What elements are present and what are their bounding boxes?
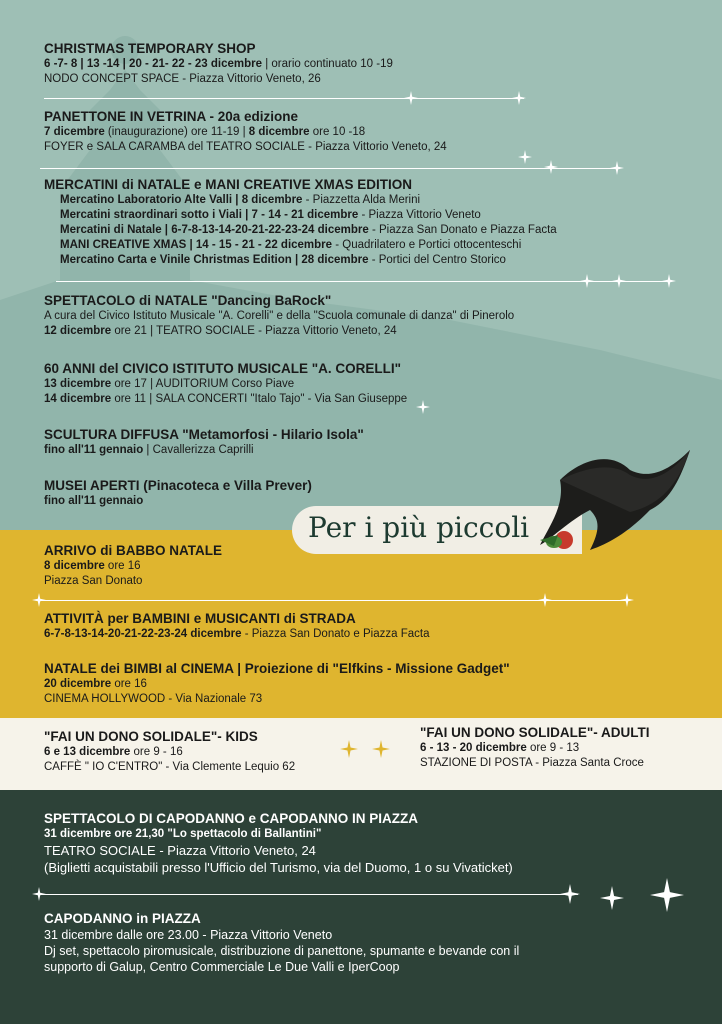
capodanno-section (0, 790, 722, 1024)
event-line: Mercatino Laboratorio Alte Valli | 8 dicembre - Piazzetta Alda Merini (60, 194, 421, 206)
event-title: ATTIVITÀ per BAMBINI e MUSICANTI di STRADA (44, 611, 356, 626)
event-line: MANI CREATIVE XMAS | 14 - 15 - 21 - 22 dicembre - Quadrilatero e Portici ottocenteschi (60, 239, 522, 251)
event-panettone-in-vetrina (44, 108, 702, 155)
event-line: A cura del Civico Istituto Musicale "A. Corelli" e della "Scuola comunale di danza" di Pinerolo (44, 310, 515, 322)
event-dates: 6 -7- 8 | 13 -14 | 20 - 21- 22 - 23 dicembre | orario continuato 10 -19 (44, 58, 393, 70)
divider (44, 98, 524, 99)
event-attivita-bambini (44, 610, 702, 642)
event-title: SCULTURA DIFFUSA "Metamorfosi - Hilario Isola" (44, 427, 364, 442)
event-christmas-temporary-shop (44, 40, 702, 87)
solidale-adults-dates: 6 - 13 - 20 dicembre ore 9 - 13 (420, 742, 580, 754)
event-line: 12 dicembre ore 21 | TEATRO SOCIALE - Piazza Vittorio Veneto, 24 (44, 325, 397, 337)
event-location: NODO CONCEPT SPACE - Piazza Vittorio Veneto, 26 (44, 73, 321, 85)
solidale-section (0, 718, 722, 790)
event-title: MERCATINI di NATALE e MANI CREATIVE XMAS EDITION (44, 177, 413, 192)
event-capodanno-in-piazza (44, 910, 702, 975)
event-title: MUSEI APERTI (Pinacoteca e Villa Prever) (44, 478, 312, 493)
solidale-kids-dates: 6 e 13 dicembre ore 9 - 16 (44, 746, 183, 758)
sparkle-icon (610, 161, 624, 175)
event-dates: 7 dicembre (inaugurazione) ore 11-19 | 8 dicembre ore 10 -18 (44, 126, 366, 138)
event-line: 31 dicembre dalle ore 23.00 - Piazza Vittorio Veneto (44, 928, 333, 942)
event-mercatini-di-natale (44, 176, 702, 268)
solidale-kids-place: CAFFÈ " IO C'ENTRO" - Via Clemente Lequio 62 (44, 761, 296, 773)
event-title: PANETTONE IN VETRINA - 20a edizione (44, 109, 299, 124)
event-title: SPETTACOLO DI CAPODANNO e CAPODANNO IN PIAZZA (44, 811, 419, 826)
event-line: Mercatini di Natale | 6-7-8-13-14-20-21-22-23-24 dicembre - Piazza San Donato e Piazza Facta (60, 224, 557, 236)
event-line: TEATRO SOCIALE - Piazza Vittorio Veneto, 24 (44, 843, 316, 858)
event-line: 14 dicembre ore 11 | SALA CONCERTI "Italo Tajo" - Via San Giuseppe (44, 393, 408, 405)
sparkle-icon (32, 887, 46, 901)
divider (38, 894, 578, 895)
event-line: supporto di Galup, Centro Commerciale Le Due Valli e IperCoop (44, 960, 400, 974)
sparkle-icon (612, 274, 626, 288)
event-line: Mercatino Carta e Vinile Christmas Edition | 28 dicembre - Portici del Centro Storico (60, 254, 506, 266)
solidale-kids-title: "FAI UN DONO SOLIDALE"- KIDS (44, 729, 258, 744)
swallow-bird-icon (520, 440, 710, 560)
sparkle-icon (580, 274, 594, 288)
event-line: 8 dicembre ore 16 (44, 560, 141, 572)
event-line: 6-7-8-13-14-20-21-22-23-24 dicembre - Piazza San Donato e Piazza Facta (44, 628, 430, 640)
event-location: FOYER e SALA CARAMBA del TEATRO SOCIALE - Piazza Vittorio Veneto, 24 (44, 141, 447, 153)
solidale-adults-title: "FAI UN DONO SOLIDALE"- ADULTI (420, 725, 650, 740)
sparkle-icon (372, 740, 390, 758)
solidale-adults (420, 724, 650, 771)
event-line: 20 dicembre ore 16 (44, 678, 147, 690)
sparkle-icon (650, 878, 684, 912)
sparkle-icon (538, 593, 552, 607)
event-line: Piazza San Donato (44, 575, 143, 587)
sparkle-icon (32, 593, 46, 607)
event-line: 13 dicembre ore 17 | AUDITORIUM Corso Piave (44, 378, 295, 390)
sparkle-icon (620, 593, 634, 607)
event-title: NATALE dei BIMBI al CINEMA | Proiezione di "Elfkins - Missione Gadget" (44, 661, 510, 676)
event-line: (Biglietti acquistabili presso l'Ufficio del Turismo, via del Duomo, 1 o su Vivaticket) (44, 860, 513, 875)
event-natale-bimbi-cinema (44, 660, 702, 707)
event-line: Mercatini straordinari sotto i Viali | 7 - 14 - 21 dicembre - Piazza Vittorio Veneto (60, 209, 481, 221)
sparkle-icon (512, 91, 526, 105)
sparkle-icon (560, 884, 580, 904)
event-spettacolo-capodanno (44, 810, 702, 876)
sparkle-icon (600, 886, 624, 910)
event-title: CHRISTMAS TEMPORARY SHOP (44, 41, 256, 56)
sparkle-icon (340, 740, 358, 758)
divider (56, 281, 666, 282)
event-line: fino all'11 gennaio (44, 495, 144, 507)
event-title: SPETTACOLO di NATALE "Dancing BaRock" (44, 293, 332, 308)
sparkle-icon (416, 400, 430, 414)
event-title: CAPODANNO in PIAZZA (44, 911, 201, 926)
event-spettacolo-di-natale (44, 292, 702, 339)
event-line: fino all'11 gennaio | Cavallerizza Caprilli (44, 444, 254, 456)
solidale-adults-place: STAZIONE DI POSTA - Piazza Santa Croce (420, 757, 644, 769)
sparkle-icon (662, 274, 676, 288)
sparkle-icon (404, 91, 418, 105)
sparkle-icon (518, 150, 532, 164)
solidale-kids (44, 728, 295, 775)
event-60-anni-corelli (44, 360, 702, 407)
event-line: CINEMA HOLLYWOOD - Via Nazionale 73 (44, 693, 263, 705)
kids-banner-title: Per i più piccoli (308, 511, 530, 544)
event-title: ARRIVO di BABBO NATALE (44, 543, 222, 558)
divider (40, 168, 620, 169)
event-title: 60 ANNI del CIVICO ISTITUTO MUSICALE "A. CORELLI" (44, 361, 402, 376)
event-line: 31 dicembre ore 21,30 "Lo spettacolo di Ballantini" (44, 828, 322, 840)
sparkle-icon (544, 160, 558, 174)
event-line: Dj set, spettacolo piromusicale, distribuzione di panettone, spumante e bevande con il (44, 944, 520, 958)
